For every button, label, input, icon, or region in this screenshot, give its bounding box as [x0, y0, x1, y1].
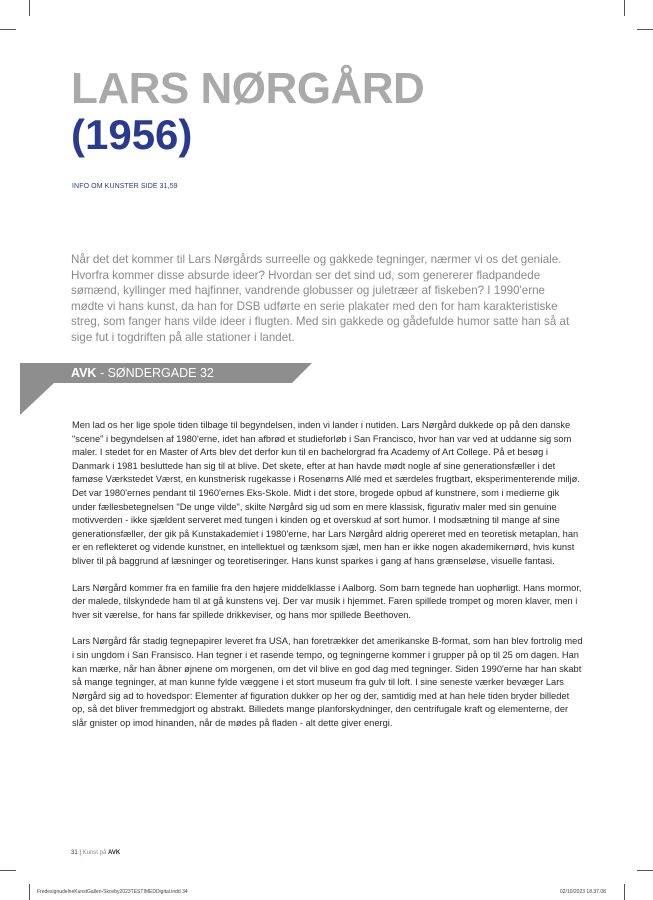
artist-birth-year: (1956): [71, 111, 193, 158]
page-footer: [71, 850, 120, 856]
print-slug-file: FredesignudelneKunstGallen-Skovby2023TESTIMEDDigital.indd 34: [37, 889, 188, 895]
body-paragraph: Lars Nørgård får stadig tegnepapirer leveret fra USA, han foretrækker det amerikanske B-format, som han blev fortrolig med i sin ungdom i San Fransisco. Han tegner i et rasende tempo, og tegningerne kommer i grupper på op til 25 om dagen. Han kan mærke, når han åbner øjnene om morgenen, om det vil blive en god dag med tegninger. Siden 1990'erne har han skabt så mange tegninger, at man kunne fylde væggene i et stort museum fra gulv til loft. I sine seneste værker bevæger Lars Nørgård sig ad to hovedspor: Elementer af figuration dukker op her og der, samtidig med at han hele tiden bryder billedet op, så det bliver fremmedgjort og abstrakt. Billedets mange planforskydninger, den centrifugale kraft og elementerne, der slår gnister op imod hinanden, når de mødes på fladen - alt dette giver energi.: [72, 636, 583, 728]
page-number: 31: [71, 850, 78, 856]
info-reference: INFO OM KUNSTER SIDE 31,59: [72, 183, 178, 190]
location-separator: -: [96, 366, 108, 380]
location-street: SØNDERGADE 32: [107, 366, 214, 380]
location-band: [20, 363, 312, 415]
footer-separator: |: [77, 850, 83, 856]
intro-paragraph: Når det det kommer til Lars Nørgårds surreelle og gakkede tegninger, nærmer vi os det geniale. Hvorfra kommer disse absurde ideer? Hvordan ser det sind ud, som genererer fladpandede sømænd, kyllinger med hajfinner, vandrende globusser og juletræer af fiskeben? I 1990'erne mødte vi hans kunst, da han for DSB udførte en serie plakater med den for ham karakteristiske streg, som fanger hans vilde ideer i flugten. Med sin gakkede og gådefulde humor satte han så at sige fut i togdriften på alle stationer i landet.: [71, 253, 570, 344]
footer-section: Kunst på: [82, 850, 108, 856]
body-text: [72, 419, 584, 743]
location-label: [71, 366, 214, 380]
print-slug-datetime: 02/10/2023 18.37.08: [560, 889, 606, 895]
body-paragraph: Men lad os her lige spole tiden tilbage til begyndelsen, inden vi lander i nutiden. Lars Nørgård dukkede op på den danske "scene" i begyndelsen af 1980'erne, idet han afbrød et studieforløb i San Francisco, hvor han var ved at uddanne sig som maler. I stedet for en Master of Arts blev det derfor kun til en bachelorgrad fra Academy of Art College. På et besøg i Danmark i 1981 besluttede han sig til at blive. Det skete, efter at han havde mødt nogle af sine generationsfæller i det famøse Værkstedet Værst, en kunstnerisk rugekasse i Rosenørns Allé med et særdeles frugtbart, eksperimenterende miljø. Det var 1980'ernes pendant til 1960'ernes Eks-Skole. Midt i det store, brogede opbud af kunstnere, som i medierne gik under fællesbetegnelsen "De unge vilde", skilte Nørgård sig ud som en mere klassisk, figurativ maler med sin genuine motivverden - ikke sjældent serveret med tungen i kinden og et overskud af sort humor. I modsætning til mange af sine generationsfæller, der gik på Kunstakademiet i 1980'erne, har Lars Nørgård aldrig opereret med en teoretisk metaplan, han er en reflekteret og vidende kunstner, en intellektuel og tænksom sjæl, men han er ikke nogen akademikernørd, hvis kunst bliver til på baggrund af læsninger og teoretiseringer. Hans kunst sparkes i gang af hans grænseløse, visuelle fantasi.: [72, 420, 580, 566]
body-paragraph: Lars Nørgård kommer fra en familie fra den højere middelklasse i Aalborg. Som barn tegnede han uophørligt. Hans mormor, der malede, tilskyndede ham til at gå kunstens vej. Der var musik i hjemmet. Faren spillede trompet og moren klaver, men i hver sit værelse, for hans far spillede drikkeviser, og hans mor spillede Beethoven.: [72, 582, 582, 620]
footer-brand: AVK: [107, 850, 121, 856]
artist-name-heading: LARS NØRGÅRD: [71, 64, 425, 113]
location-code: AVK: [71, 366, 97, 380]
